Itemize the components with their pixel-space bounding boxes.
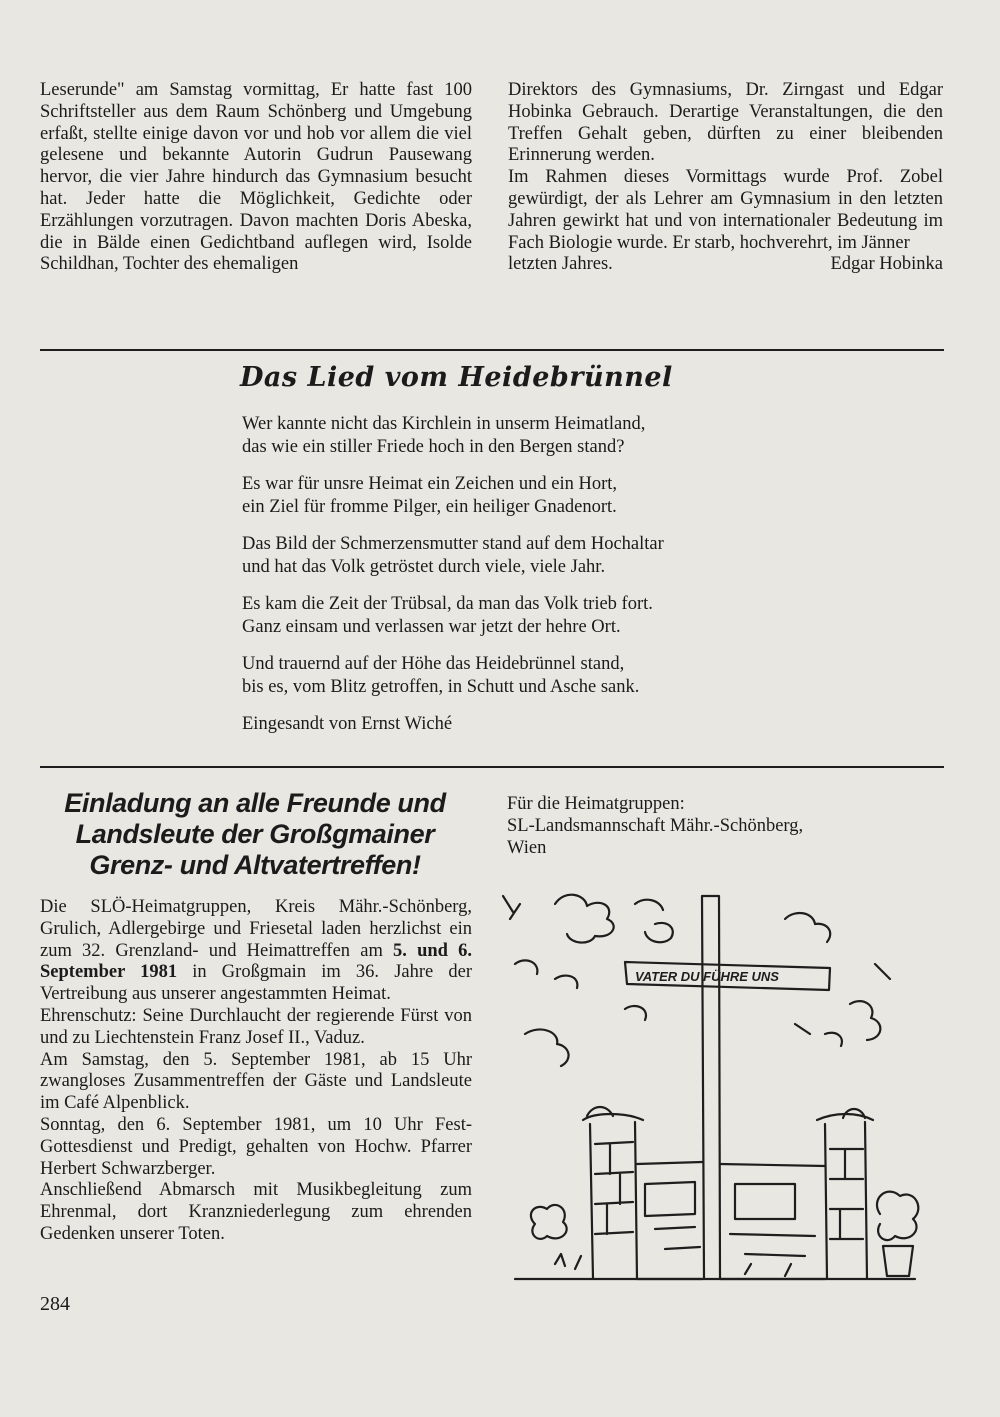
article-continuation-right-column bbox=[508, 80, 943, 276]
headline-line: Einladung an alle Freunde und bbox=[64, 788, 446, 818]
poem-title: Das Lied vom Heidebrünnel bbox=[240, 362, 673, 393]
poem-line: Es kam die Zeit der Trübsal, da man das Volk trieb fort. bbox=[242, 594, 653, 614]
page-number: 284 bbox=[40, 1293, 70, 1315]
organizer-line: Wien bbox=[507, 837, 547, 858]
cross-inscription: VATER DU FÜHRE UNS bbox=[635, 969, 779, 984]
invitation-headline bbox=[32, 788, 478, 881]
poem-stanza bbox=[242, 533, 882, 578]
section-divider bbox=[40, 766, 944, 768]
sunday-paragraph: Sonntag, den 6. September 1981, um 10 Uhr Fest-Gottesdienst und Predigt, gehalten von Hochw. Pfarrer Herbert Schwarzberger. bbox=[40, 1114, 472, 1179]
poem-credit: Eingesandt von Ernst Wiché bbox=[242, 714, 453, 734]
organizer-block bbox=[507, 794, 937, 859]
section-divider bbox=[40, 349, 944, 351]
cloud-scribble bbox=[555, 895, 614, 943]
poem-line: bis es, vom Blitz getroffen, in Schutt und Asche sank. bbox=[242, 676, 640, 697]
article-paragraph: Im Rahmen dieses Vormittags wurde Prof. Zobel gewürdigt, der als Lehrer am Gymnasium in den letzten Jahren gewirkt hat und von internationaler Bedeutung im Fach Biologie wurde. Er starb, hochverehrt, im Jänner bbox=[508, 167, 943, 253]
article-author: Edgar Hobinka bbox=[830, 254, 943, 275]
grass bbox=[555, 1254, 791, 1276]
poem-line: das wie ein stiller Friede hoch in den Bergen stand? bbox=[242, 436, 625, 457]
organizer-line: Für die Heimatgruppen: bbox=[507, 794, 685, 814]
article-last-line: letzten Jahres. bbox=[508, 254, 613, 275]
article-signoff bbox=[508, 254, 943, 276]
left-pillar bbox=[583, 1114, 643, 1279]
saturday-paragraph: Am Samstag, den 5. September 1981, ab 15 Uhr zwangloses Zusammentreffen der Gäste und Landsleute im Café Alpenblick. bbox=[40, 1049, 472, 1114]
right-wall bbox=[720, 1164, 825, 1279]
wall-stones bbox=[595, 1142, 700, 1249]
article-paragraph: Leserunde" am Samstag vormittag, Er hatte fast 100 Schriftsteller aus dem Raum Schönberg und Umgebung erfaßt, stellte einige davon vor und hob vor allem die viel gelesene und bekannte Autorin Gudrun Pausewang hervor, die vier Jahre hindurch das Gymnasium besucht hat. Jeder hatte die Möglichkeit, Gedichte oder Erzählungen vorzutragen. Davon machten Doris Abeska, die in Bälde einen Gedichtband auflegen wird, Isolde Schildhan, Tochter des ehemaligen bbox=[40, 80, 472, 275]
shrub bbox=[877, 1192, 918, 1240]
intro-text: in Großgmain im 36. Jahre der Vertreibung aus unserer angestammten Heimat. bbox=[40, 962, 472, 1005]
poem bbox=[242, 413, 882, 736]
cloud-scribble bbox=[555, 976, 880, 1040]
poem-line: Wer kannte nicht das Kirchlein in unserm Heimatland, bbox=[242, 414, 646, 434]
organizer-line: SL-Landsmannschaft Mähr.-Schönberg, bbox=[507, 815, 804, 836]
poem-stanza bbox=[242, 653, 882, 698]
article-paragraph: Direktors des Gymnasiums, Dr. Zirngast und Edgar Hobinka Gebrauch. Derartige Veranstaltungen, die den Treffen Gehalt geben, dürften zu einer bleibenden Erinnerung werden. bbox=[508, 80, 943, 166]
memorial-cross-drawing bbox=[495, 884, 935, 1304]
march-paragraph: Anschließend Abmarsch mit Musikbegleitung zum Ehrenmal, dort Kranzniederlegung zum ehrenden Gedenken unserer Toten. bbox=[40, 1180, 472, 1244]
left-wall bbox=[637, 1162, 702, 1279]
poem-line: Das Bild der Schmerzensmutter stand auf dem Hochaltar bbox=[242, 534, 664, 554]
shrub bbox=[531, 1205, 567, 1239]
article-continuation-left-column bbox=[40, 80, 472, 276]
invitation-intro bbox=[40, 897, 472, 1006]
intro-text: Die SLÖ-Heimatgruppen, Kreis Mähr.-Schönberg, Grulich, Adlergebirge und Friesetal laden herzlichst ein zum 32. Grenzland- und Heimattreffen am bbox=[40, 897, 472, 961]
poem-line: Und trauernd auf der Höhe das Heidebrünnel stand, bbox=[242, 654, 625, 674]
planter bbox=[883, 1246, 913, 1276]
patronage-paragraph: Ehrenschutz: Seine Durchlaucht der regierende Fürst von und zu Liechtenstein Franz Josef II., Vaduz. bbox=[40, 1005, 472, 1048]
poem-stanza bbox=[242, 593, 882, 638]
poem-line: Es war für unsre Heimat ein Zeichen und ein Hort, bbox=[242, 474, 618, 494]
invitation-body bbox=[40, 897, 472, 1246]
poem-line: ein Ziel für fromme Pilger, ein heiliger Gnadenort. bbox=[242, 496, 617, 517]
poem-stanza bbox=[242, 473, 882, 518]
cloud-scribble bbox=[785, 913, 830, 942]
headline-line: Landsleute der Großgmainer bbox=[75, 819, 435, 849]
cloud-scribble bbox=[625, 1006, 842, 1046]
poem-stanza bbox=[242, 413, 882, 458]
right-pillar bbox=[817, 1114, 873, 1279]
cloud-scribble bbox=[635, 900, 673, 943]
poem-line: und hat das Volk getröstet durch viele, viele Jahr. bbox=[242, 556, 606, 577]
event-date: 5. und 6. September 1981 bbox=[40, 940, 473, 983]
headline-line: Grenz- und Altvatertreffen! bbox=[89, 850, 421, 880]
cross-upright bbox=[702, 896, 720, 1279]
poem-line: Ganz einsam und verlassen war jetzt der hehre Ort. bbox=[242, 616, 621, 637]
